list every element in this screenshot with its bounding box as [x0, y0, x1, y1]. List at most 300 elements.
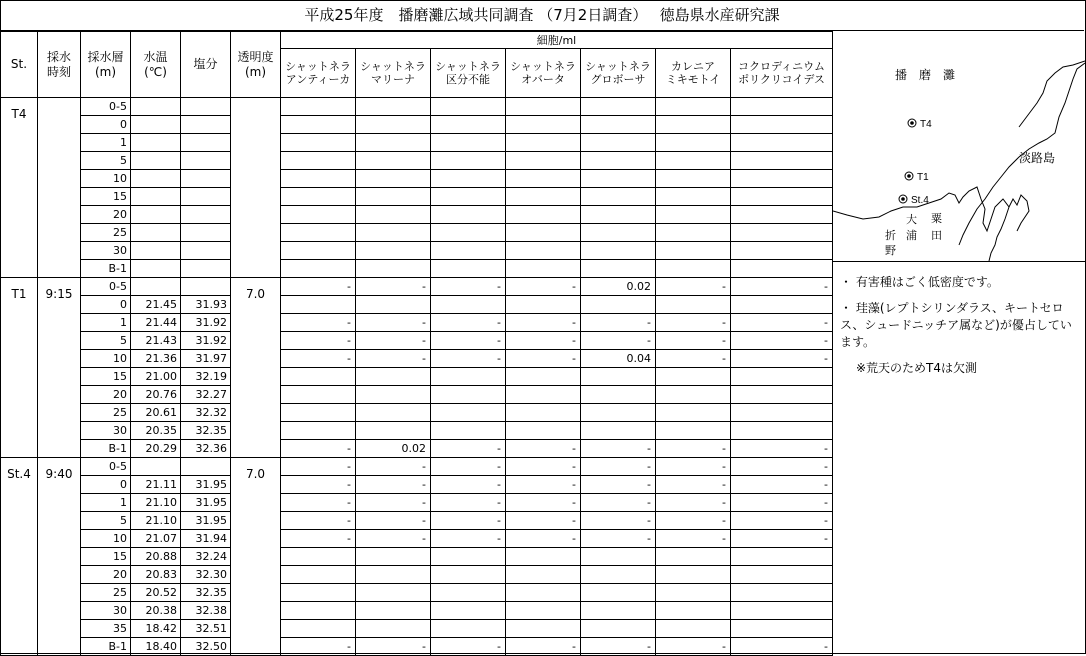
table-row: [1, 512, 833, 530]
sampling-time-cell: [38, 98, 81, 278]
depth-cell: 0: [81, 476, 131, 494]
species-count-cell: -: [506, 638, 581, 656]
species-count-cell: [356, 584, 431, 602]
species-count-cell: -: [356, 332, 431, 350]
header-species-4: [581, 49, 656, 98]
table-row: [1, 368, 833, 386]
salinity-cell: [181, 278, 231, 296]
depth-cell: 25: [81, 404, 131, 422]
species-count-cell: [731, 152, 833, 170]
salinity-cell: 31.97: [181, 350, 231, 368]
species-count-cell: [656, 170, 731, 188]
depth-cell: 0: [81, 116, 131, 134]
temp-cell: 21.45: [131, 296, 181, 314]
species-count-cell: [281, 584, 356, 602]
species-count-cell: [281, 566, 356, 584]
table-row: [1, 404, 833, 422]
salinity-cell: 31.92: [181, 314, 231, 332]
species-count-cell: [431, 170, 506, 188]
survey-table: [0, 31, 833, 656]
temp-cell: [131, 116, 181, 134]
table-row: [1, 494, 833, 512]
salinity-cell: [181, 206, 231, 224]
table-row: [1, 620, 833, 638]
header-species-line1: シャットネラ: [360, 60, 426, 73]
species-count-cell: [431, 386, 506, 404]
table-row: [1, 476, 833, 494]
species-count-cell: -: [581, 638, 656, 656]
species-count-cell: [356, 602, 431, 620]
temp-cell: 20.38: [131, 602, 181, 620]
species-count-cell: [731, 548, 833, 566]
note-missing: ※荒天のためT4は欠測: [856, 361, 978, 375]
table-row: [1, 458, 833, 476]
table-row: [1, 134, 833, 152]
species-count-cell: -: [731, 332, 833, 350]
species-count-cell: -: [281, 512, 356, 530]
species-count-cell: [506, 206, 581, 224]
header-transparency-line1: 透明度: [237, 49, 274, 64]
species-count-cell: [731, 602, 833, 620]
species-count-cell: [431, 134, 506, 152]
species-count-cell: -: [431, 458, 506, 476]
species-count-cell: -: [356, 350, 431, 368]
species-count-cell: [731, 584, 833, 602]
species-count-cell: -: [356, 278, 431, 296]
place-label-2: 粟: [931, 213, 942, 225]
species-count-cell: -: [356, 314, 431, 332]
temp-cell: [131, 224, 181, 242]
temp-cell: 20.76: [131, 386, 181, 404]
species-count-cell: [431, 116, 506, 134]
species-count-cell: [581, 422, 656, 440]
table-row: [1, 584, 833, 602]
table-row: [1, 116, 833, 134]
salinity-cell: 32.35: [181, 584, 231, 602]
species-count-cell: [356, 116, 431, 134]
temp-cell: 21.07: [131, 530, 181, 548]
temp-cell: 20.29: [131, 440, 181, 458]
species-count-cell: [281, 620, 356, 638]
species-count-cell: [356, 620, 431, 638]
species-count-cell: [506, 386, 581, 404]
depth-cell: 0: [81, 296, 131, 314]
species-count-cell: -: [506, 512, 581, 530]
temp-cell: [131, 134, 181, 152]
salinity-cell: 32.35: [181, 422, 231, 440]
species-count-cell: [731, 422, 833, 440]
species-count-cell: -: [581, 314, 656, 332]
island-label: 淡路島: [1019, 151, 1056, 165]
salinity-cell: [181, 134, 231, 152]
salinity-cell: 32.50: [181, 638, 231, 656]
species-count-cell: -: [731, 638, 833, 656]
species-count-cell: [431, 422, 506, 440]
species-count-cell: [281, 548, 356, 566]
species-count-cell: [281, 170, 356, 188]
species-count-cell: [581, 152, 656, 170]
species-count-cell: -: [356, 638, 431, 656]
species-count-cell: [656, 386, 731, 404]
species-count-cell: -: [431, 638, 506, 656]
species-count-cell: -: [581, 512, 656, 530]
species-count-cell: [431, 566, 506, 584]
temp-cell: [131, 152, 181, 170]
sampling-time-cell: 9:15: [38, 278, 81, 458]
depth-cell: 0-5: [81, 278, 131, 296]
species-count-cell: [581, 386, 656, 404]
salinity-cell: 32.38: [181, 602, 231, 620]
species-count-cell: [731, 260, 833, 278]
salinity-cell: 31.95: [181, 512, 231, 530]
note-harmful: ・ 有害種はごく低密度です。: [840, 275, 999, 289]
salinity-cell: 32.19: [181, 368, 231, 386]
depth-cell: 15: [81, 548, 131, 566]
species-count-cell: [356, 368, 431, 386]
table-row: [1, 530, 833, 548]
depth-cell: 15: [81, 368, 131, 386]
species-count-cell: [356, 566, 431, 584]
depth-cell: 10: [81, 530, 131, 548]
species-count-cell: [356, 206, 431, 224]
species-count-cell: [356, 404, 431, 422]
species-count-cell: -: [506, 476, 581, 494]
species-count-cell: -: [581, 530, 656, 548]
station-marker-st4: [899, 195, 907, 203]
species-count-cell: -: [506, 440, 581, 458]
map-svg: [833, 31, 1085, 261]
header-species-line2: 区分不能: [446, 73, 490, 86]
header-time-line1: 採水: [46, 49, 71, 64]
station-label-st4: St.4: [911, 195, 929, 206]
salinity-cell: 31.92: [181, 332, 231, 350]
species-count-cell: -: [281, 440, 356, 458]
station-label-t1: T1: [917, 172, 929, 183]
species-count-cell: [581, 404, 656, 422]
salinity-cell: 32.27: [181, 386, 231, 404]
naruto-strait: [1009, 195, 1029, 231]
table-row: [1, 206, 833, 224]
table-row: [1, 548, 833, 566]
temp-cell: 20.35: [131, 422, 181, 440]
species-count-cell: [731, 170, 833, 188]
species-count-cell: [356, 296, 431, 314]
temp-cell: 21.36: [131, 350, 181, 368]
species-count-cell: [431, 296, 506, 314]
temp-cell: 21.10: [131, 512, 181, 530]
transparency-cell: 7.0: [231, 458, 281, 656]
temp-cell: [131, 188, 181, 206]
species-count-cell: [431, 602, 506, 620]
species-count-cell: [281, 296, 356, 314]
temp-cell: 21.43: [131, 332, 181, 350]
species-count-cell: -: [506, 530, 581, 548]
header-species-line1: シャットネラ: [585, 60, 651, 73]
species-count-cell: [731, 224, 833, 242]
temp-cell: [131, 206, 181, 224]
table-row: [1, 188, 833, 206]
species-count-cell: -: [581, 332, 656, 350]
header-species-line2: アンティーカ: [285, 73, 351, 86]
species-count-cell: [656, 602, 731, 620]
temp-cell: 21.00: [131, 368, 181, 386]
header-species-line1: シャットネラ: [510, 60, 576, 73]
species-count-cell: -: [656, 440, 731, 458]
species-count-cell: 0.04: [581, 350, 656, 368]
species-count-cell: -: [581, 440, 656, 458]
species-count-cell: -: [656, 512, 731, 530]
species-count-cell: [281, 386, 356, 404]
species-count-cell: [506, 242, 581, 260]
area-map: [833, 31, 1085, 262]
depth-cell: 1: [81, 314, 131, 332]
species-count-cell: -: [431, 530, 506, 548]
species-count-cell: -: [356, 494, 431, 512]
species-count-cell: [431, 260, 506, 278]
species-count-cell: -: [281, 476, 356, 494]
species-count-cell: [656, 620, 731, 638]
header-species-line1: シャットネラ: [435, 60, 501, 73]
header-species-line2: マリーナ: [371, 73, 415, 86]
species-count-cell: [581, 242, 656, 260]
species-count-cell: -: [356, 530, 431, 548]
species-count-cell: [281, 602, 356, 620]
salinity-cell: [181, 170, 231, 188]
species-count-cell: [431, 206, 506, 224]
species-count-cell: [506, 368, 581, 386]
species-count-cell: [431, 98, 506, 116]
header-time-line2: 時刻: [46, 64, 71, 79]
depth-cell: 1: [81, 134, 131, 152]
temp-cell: 20.83: [131, 566, 181, 584]
species-count-cell: [731, 620, 833, 638]
species-count-cell: [356, 386, 431, 404]
station-name-cell: T1: [1, 278, 38, 458]
species-count-cell: -: [356, 476, 431, 494]
species-count-cell: [581, 170, 656, 188]
coastline-northwest: [1019, 61, 1085, 127]
species-count-cell: -: [656, 476, 731, 494]
species-count-cell: [656, 188, 731, 206]
header-temp-line1: 水温: [143, 49, 168, 64]
header-transparency-line2: (m): [244, 64, 267, 79]
species-count-cell: [731, 116, 833, 134]
depth-cell: B-1: [81, 260, 131, 278]
species-count-cell: [431, 620, 506, 638]
depth-cell: 20: [81, 566, 131, 584]
station-name-cell: T4: [1, 98, 38, 278]
species-count-cell: [431, 584, 506, 602]
place-label-6: 野: [885, 245, 896, 257]
species-count-cell: [431, 188, 506, 206]
species-count-cell: [581, 368, 656, 386]
species-count-cell: -: [506, 332, 581, 350]
species-count-cell: [731, 566, 833, 584]
species-count-cell: 0.02: [356, 440, 431, 458]
table-row: [1, 602, 833, 620]
species-count-cell: [356, 98, 431, 116]
species-count-cell: -: [431, 314, 506, 332]
species-count-cell: [506, 584, 581, 602]
species-count-cell: [356, 170, 431, 188]
species-count-cell: [506, 548, 581, 566]
header-species-line1: コクロディニウム: [738, 60, 826, 73]
temp-cell: [131, 260, 181, 278]
header-depth: [81, 32, 131, 98]
species-count-cell: -: [281, 278, 356, 296]
species-count-cell: [656, 116, 731, 134]
species-count-cell: -: [581, 458, 656, 476]
species-count-cell: [356, 152, 431, 170]
species-count-cell: [506, 566, 581, 584]
table-row: [1, 566, 833, 584]
species-count-cell: -: [731, 494, 833, 512]
species-count-cell: -: [431, 350, 506, 368]
species-count-cell: [581, 296, 656, 314]
species-count-cell: [656, 242, 731, 260]
species-count-cell: -: [731, 440, 833, 458]
species-count-cell: -: [506, 494, 581, 512]
salinity-cell: 32.24: [181, 548, 231, 566]
transparency-cell: [231, 98, 281, 278]
header-temp: [131, 32, 181, 98]
table-body: [1, 98, 833, 656]
species-count-cell: [731, 368, 833, 386]
species-count-cell: [506, 620, 581, 638]
temp-cell: 21.44: [131, 314, 181, 332]
header-transparency: [231, 32, 281, 98]
depth-cell: B-1: [81, 440, 131, 458]
species-count-cell: [281, 98, 356, 116]
species-count-cell: -: [731, 350, 833, 368]
table-row: [1, 350, 833, 368]
depth-cell: 10: [81, 170, 131, 188]
place-label-5: 折: [885, 230, 896, 242]
species-count-cell: [656, 368, 731, 386]
report-title: 平成25年度 播磨灘広域共同調査 （7月2日調査） 徳島県水産研究課: [0, 0, 1084, 31]
table-row: [1, 242, 833, 260]
species-count-cell: [656, 566, 731, 584]
header-time: [38, 32, 81, 98]
species-count-cell: [656, 152, 731, 170]
table-row: [1, 386, 833, 404]
depth-cell: 20: [81, 206, 131, 224]
depth-cell: B-1: [81, 638, 131, 656]
salinity-cell: [181, 260, 231, 278]
station-label-t4: T4: [920, 119, 932, 130]
species-count-cell: [581, 98, 656, 116]
species-count-cell: -: [431, 440, 506, 458]
depth-cell: 10: [81, 350, 131, 368]
salinity-cell: [181, 242, 231, 260]
depth-cell: 5: [81, 152, 131, 170]
temp-cell: 20.88: [131, 548, 181, 566]
transparency-cell: 7.0: [231, 278, 281, 458]
species-count-cell: [431, 224, 506, 242]
temp-cell: 20.52: [131, 584, 181, 602]
header-species-0: [281, 49, 356, 98]
header-depth-line2: (m): [94, 64, 117, 79]
species-count-cell: [431, 548, 506, 566]
depth-cell: 5: [81, 332, 131, 350]
place-label-4: 田: [931, 230, 942, 242]
table-row: [1, 278, 833, 296]
header-cells-group: 細胞/ml: [281, 32, 833, 49]
species-count-cell: -: [506, 278, 581, 296]
header-species-line2: ミキモトイ: [665, 73, 721, 86]
species-count-cell: [731, 134, 833, 152]
species-count-cell: [281, 116, 356, 134]
temp-cell: [131, 170, 181, 188]
header-species-6: [731, 49, 833, 98]
species-count-cell: -: [656, 278, 731, 296]
species-count-cell: -: [506, 458, 581, 476]
temp-cell: 18.42: [131, 620, 181, 638]
species-count-cell: [506, 134, 581, 152]
species-count-cell: [281, 152, 356, 170]
species-count-cell: [506, 404, 581, 422]
species-count-cell: -: [731, 530, 833, 548]
sampling-time-cell: 9:40: [38, 458, 81, 656]
header-station: St.: [1, 32, 38, 98]
species-count-cell: [581, 188, 656, 206]
salinity-cell: 32.32: [181, 404, 231, 422]
table-row: [1, 170, 833, 188]
header-species-line2: オバータ: [521, 73, 565, 86]
species-count-cell: [431, 404, 506, 422]
sea-label: 播 磨 灘: [895, 68, 956, 82]
species-count-cell: [281, 206, 356, 224]
species-count-cell: -: [731, 278, 833, 296]
salinity-cell: 32.51: [181, 620, 231, 638]
species-count-cell: [656, 422, 731, 440]
species-count-cell: [506, 260, 581, 278]
depth-cell: 15: [81, 188, 131, 206]
species-count-cell: [731, 404, 833, 422]
species-count-cell: -: [356, 512, 431, 530]
species-count-cell: -: [431, 278, 506, 296]
species-count-cell: [581, 206, 656, 224]
salinity-cell: [181, 116, 231, 134]
species-count-cell: [656, 224, 731, 242]
species-count-cell: [656, 296, 731, 314]
header-species-2: [431, 49, 506, 98]
species-count-cell: -: [731, 512, 833, 530]
salinity-cell: 32.30: [181, 566, 231, 584]
header-species-line2: グロボーサ: [590, 73, 646, 86]
species-count-cell: [581, 620, 656, 638]
species-count-cell: -: [656, 332, 731, 350]
species-count-cell: [431, 152, 506, 170]
temp-cell: 18.40: [131, 638, 181, 656]
temp-cell: 21.10: [131, 494, 181, 512]
species-count-cell: -: [656, 530, 731, 548]
salinity-cell: [181, 152, 231, 170]
salinity-cell: 31.95: [181, 476, 231, 494]
species-count-cell: [281, 404, 356, 422]
species-count-cell: -: [656, 494, 731, 512]
species-count-cell: [506, 116, 581, 134]
species-count-cell: [656, 404, 731, 422]
species-count-cell: [281, 260, 356, 278]
table-row: [1, 422, 833, 440]
depth-cell: 0-5: [81, 98, 131, 116]
notes-panel: [840, 274, 1080, 386]
species-count-cell: -: [506, 350, 581, 368]
species-count-cell: [281, 242, 356, 260]
species-count-cell: [506, 224, 581, 242]
table-row: [1, 152, 833, 170]
